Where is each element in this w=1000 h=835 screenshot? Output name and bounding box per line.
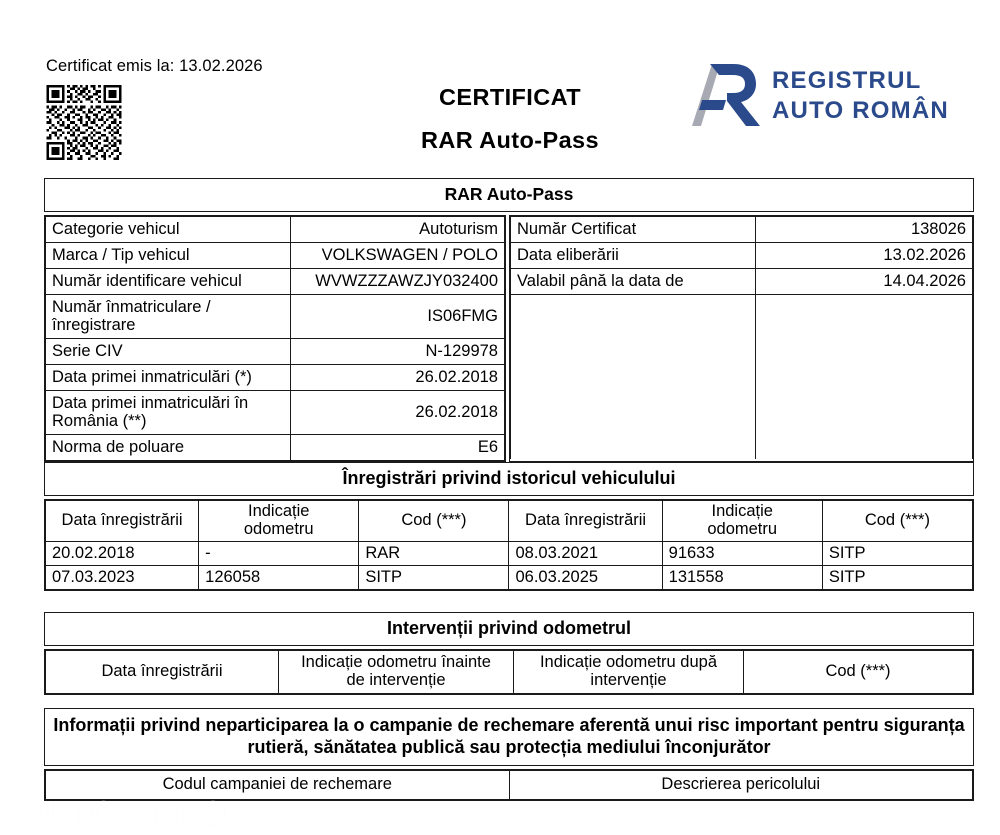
field-label: Număr Certificat bbox=[511, 217, 756, 243]
table-row bbox=[511, 217, 973, 243]
table-cell: 126058 bbox=[199, 566, 359, 590]
field-value: 14.04.2026 bbox=[756, 269, 973, 295]
identification-right-table bbox=[510, 216, 973, 459]
table-cell: 91633 bbox=[662, 542, 822, 566]
field-label: Număr înmatriculare / înregistrare bbox=[46, 295, 291, 339]
field-value: WVWZZZAWZJY032400 bbox=[291, 269, 505, 295]
history-header-row bbox=[46, 501, 973, 542]
table-row bbox=[46, 243, 505, 269]
field-value: 13.02.2026 bbox=[756, 243, 973, 269]
table-cell: SITP bbox=[822, 542, 972, 566]
column-header: Cod (***) bbox=[822, 501, 972, 542]
recall-band-title: Informații privind neparticiparea la o campanie de rechemare aferentă unui risc important pentru siguranța rutieră, sănătatea publică sau protecția mediului înconjurător bbox=[44, 708, 974, 766]
table-cell: 131558 bbox=[662, 566, 822, 590]
column-header: Cod (***) bbox=[744, 651, 973, 694]
field-label: Serie CIV bbox=[46, 339, 291, 365]
document-header bbox=[0, 0, 1000, 176]
field-value: E6 bbox=[291, 435, 505, 461]
page-title bbox=[330, 86, 690, 152]
field-value: 26.02.2018 bbox=[291, 391, 505, 435]
table-row bbox=[46, 269, 505, 295]
table-cell: RAR bbox=[359, 542, 509, 566]
identification-right-body bbox=[511, 217, 973, 460]
identification-left-table bbox=[45, 216, 505, 461]
field-label: Data primei inmatriculări în România (**) bbox=[46, 391, 291, 435]
rar-logo-line1: REGISTRUL bbox=[772, 67, 922, 94]
table-cell: SITP bbox=[822, 566, 972, 590]
interventions-table bbox=[45, 650, 973, 694]
table-row bbox=[511, 269, 973, 295]
table-cell: 06.03.2025 bbox=[509, 566, 662, 590]
column-header: Indicație odometru înainte de intervenție bbox=[279, 651, 514, 694]
interventions-header-row bbox=[46, 651, 973, 694]
rar-logo-text bbox=[772, 66, 949, 125]
filler-cell bbox=[511, 295, 756, 460]
table-row bbox=[46, 339, 505, 365]
field-label: Număr identificare vehicul bbox=[46, 269, 291, 295]
field-value: VOLKSWAGEN / POLO bbox=[291, 243, 505, 269]
page-title-line1: CERTIFICAT bbox=[439, 84, 581, 110]
history-body bbox=[46, 542, 973, 590]
table-row bbox=[46, 542, 973, 566]
column-header: Descrierea pericolului bbox=[509, 771, 973, 800]
field-label: Data primei inmatriculări (*) bbox=[46, 365, 291, 391]
column-header: Cod (***) bbox=[359, 501, 509, 542]
qr-code-icon bbox=[44, 85, 124, 160]
field-value: IS06FMG bbox=[291, 295, 505, 339]
table-filler-row bbox=[511, 295, 973, 460]
table-row bbox=[511, 243, 973, 269]
identification-section bbox=[44, 178, 974, 462]
field-label: Categorie vehicul bbox=[46, 217, 291, 243]
table-row bbox=[46, 435, 505, 461]
column-header: Codul campaniei de rechemare bbox=[46, 771, 510, 800]
column-header: Data înregistrării bbox=[46, 651, 279, 694]
issue-date-label: Certificat emis la: 13.02.2026 bbox=[46, 57, 263, 75]
field-value: N-129978 bbox=[291, 339, 505, 365]
table-cell: 20.02.2018 bbox=[46, 542, 199, 566]
column-header: Indicație odometru după intervenție bbox=[514, 651, 744, 694]
recall-table bbox=[45, 770, 973, 800]
column-header: Indicație odometru bbox=[199, 501, 359, 542]
history-table bbox=[45, 500, 973, 590]
column-header: Data înregistrării bbox=[46, 501, 199, 542]
recall-section bbox=[44, 708, 974, 801]
field-label: Valabil până la data de bbox=[511, 269, 756, 295]
table-row bbox=[46, 391, 505, 435]
table-cell: - bbox=[199, 542, 359, 566]
autovit-watermark: AUTOVIT.RO bbox=[22, 794, 227, 831]
recall-header-row bbox=[46, 771, 973, 800]
field-value: Autoturism bbox=[291, 217, 505, 243]
table-row bbox=[46, 566, 973, 590]
rar-monogram-icon bbox=[686, 60, 768, 128]
table-row bbox=[46, 295, 505, 339]
table-cell: 07.03.2023 bbox=[46, 566, 199, 590]
field-value: 26.02.2018 bbox=[291, 365, 505, 391]
history-band-title: Înregistrări privind istoricul vehiculului bbox=[44, 462, 974, 496]
field-label: Marca / Tip vehicul bbox=[46, 243, 291, 269]
table-cell: 08.03.2021 bbox=[509, 542, 662, 566]
page-title-line2: RAR Auto-Pass bbox=[421, 126, 599, 153]
interventions-band-title: Intervenții privind odometrul bbox=[44, 612, 974, 646]
history-section bbox=[44, 462, 974, 591]
field-label: Data eliberării bbox=[511, 243, 756, 269]
table-cell: SITP bbox=[359, 566, 509, 590]
identification-left-body bbox=[46, 217, 505, 461]
table-row bbox=[46, 365, 505, 391]
filler-cell bbox=[756, 295, 973, 460]
interventions-section bbox=[44, 612, 974, 695]
identification-band-title: RAR Auto-Pass bbox=[44, 178, 974, 212]
rar-logo bbox=[686, 60, 976, 130]
column-header: Indicație odometru bbox=[662, 501, 822, 542]
field-label: Norma de poluare bbox=[46, 435, 291, 461]
table-row bbox=[46, 217, 505, 243]
column-header: Data înregistrării bbox=[509, 501, 662, 542]
field-value: 138026 bbox=[756, 217, 973, 243]
rar-logo-line2: AUTO ROMÂN bbox=[772, 96, 949, 124]
